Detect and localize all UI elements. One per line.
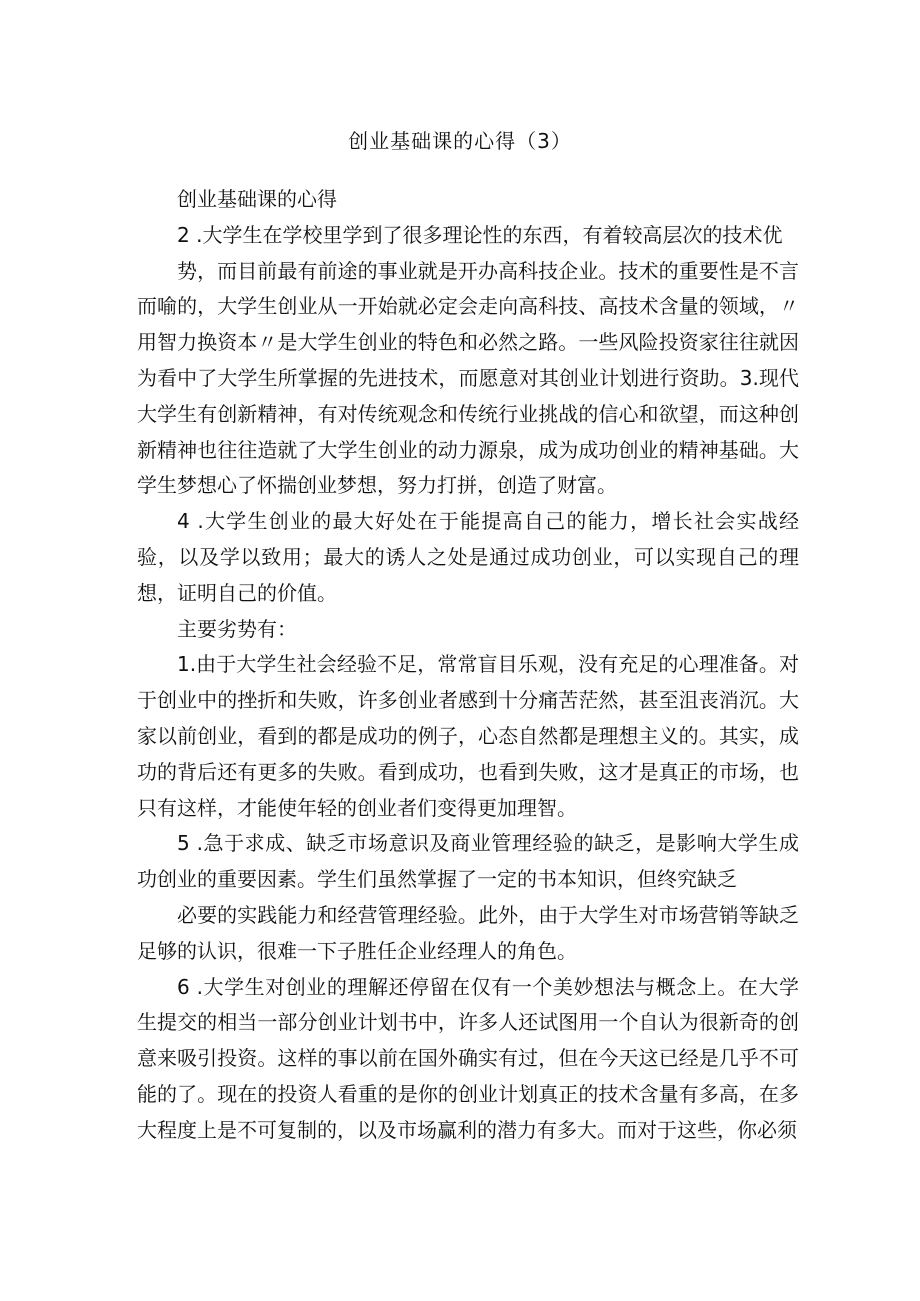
document-title: 创业基础课的心得（3） [348,129,572,153]
paragraph: 2 .大学生在学校里学到了很多理论性的东西，有着较高层次的技术优 [177,222,783,247]
paragraph: 创业基础课的心得 [177,187,337,211]
paragraph: 主要劣势有： [177,616,297,641]
paragraph: 4 .大学生创业的最大好处在于能提高自己的能力，增长社会实战经验，以及学以致用；最大的诱人之处是通过成功创业，可以实现自己的理想，证明自己的价值。 [137,509,799,605]
document-body [137,182,799,1149]
paragraph: 6 .大学生对创业的理解还停留在仅有一个美妙想法与概念上。在大学生提交的相当一部分创业计划书中，许多人还试图用一个自认为很新奇的创意来吸引投资。这样的事以前在国外确实有过，但在今天这已经是几乎不可能的了。现在的投资人看重的是你的创业计划真正的技术含量有多高，在多大程度上是不可复制的，以及市场赢利的潜力有多大。而对于这些，你必须 [137,974,799,1142]
paragraph: 必要的实践能力和经营管理经验。此外，由于大学生对市场营销等缺乏足够的认识，很难一下子胜任企业经理人的角色。 [137,902,799,963]
paragraph: 5 .急于求成、缺乏市场意识及商业管理经验的缺乏，是影响大学生成功创业的重要因素。学生们虽然掌握了一定的书本知识，但终究缺乏 [137,831,799,892]
paragraph: 势，而目前最有前途的事业就是开办高科技企业。技术的重要性是不言而喻的，大学生创业从一开始就必定会走向高科技、高技术含量的领域，〃用智力换资本〃是大学生创业的特色和必然之路。一些风险投资家往往就因为看中了大学生所掌握的先进技术，而愿意对其创业计划进行资助。3.现代大学生有创新精神，有对传统观念和传统行业挑战的信心和欲望，而这种创新精神也往往造就了大学生创业的动力源泉，成为成功创业的精神基础。大学生梦想心了怀揣创业梦想，努力打拼，创造了财富。 [137,258,799,498]
paragraph: 1.由于大学生社会经验不足，常常盲目乐观，没有充足的心理准备。对于创业中的挫折和失败，许多创业者感到十分痛苦茫然，甚至沮丧消沉。大家以前创业，看到的都是成功的例子，心态自然都是理想主义的。其实，成功的背后还有更多的失败。看到成功，也看到失败，这才是真正的市场，也只有这样，才能使年轻的创业者们变得更加理智。 [137,652,799,820]
